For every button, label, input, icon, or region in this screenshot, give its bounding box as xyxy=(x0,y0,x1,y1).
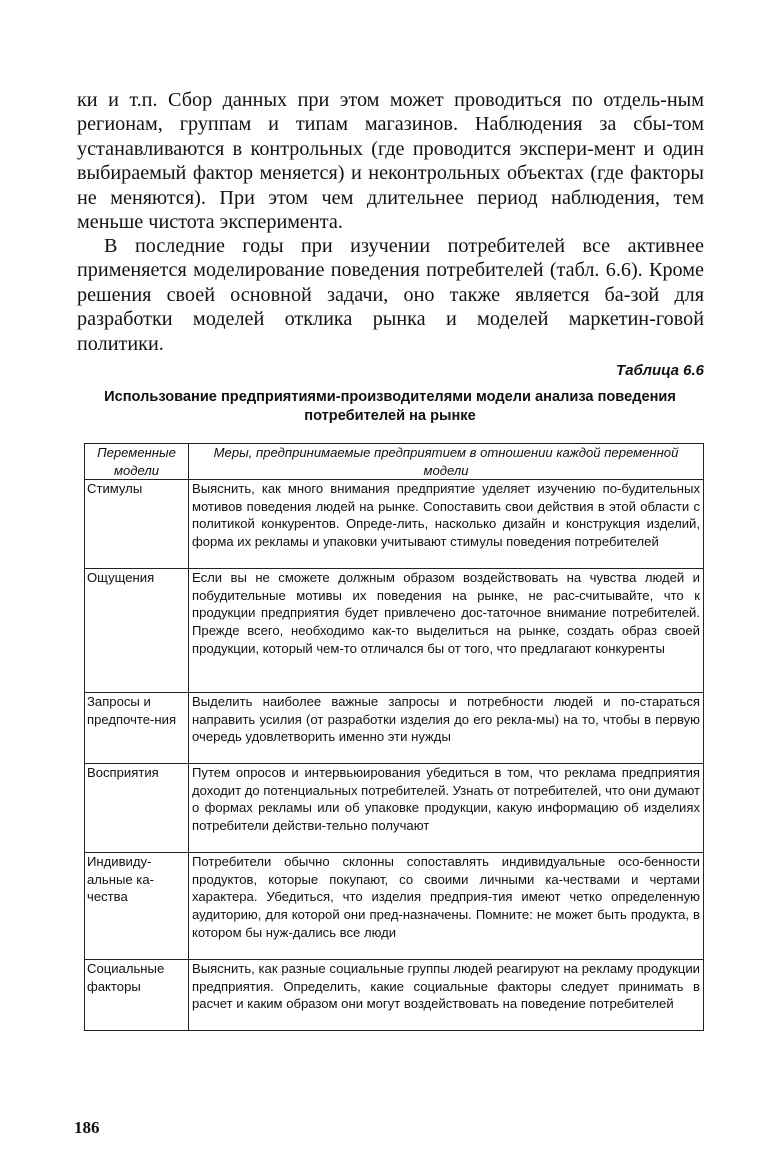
table-row xyxy=(85,693,704,764)
measures-cell: Путем опросов и интервьюирования убедиться в том, что реклама предприятия доходит до потенциальных потребителей. Узнать от потребителей, что они думают о формах рекламы или об упаковке продукции, какую информацию об изделиях потребители действи-тельно получают xyxy=(189,764,704,853)
header-variables: Переменные модели xyxy=(85,444,189,480)
body-paragraph-2: В последние годы при изучении потребителей все активнее применяется моделирование поведения потребителей (табл. 6.6). Кроме решения своей основной задачи, оно также является ба-зой для разработки моделей отклика рынка и моделей маркетин-говой политики. xyxy=(77,235,704,355)
table-title: Использование предприятиями-производителями модели анализа поведения потребителей на рынке xyxy=(104,389,676,424)
variable-cell: Ощущения xyxy=(85,569,189,693)
table-header-row xyxy=(85,444,704,480)
measures-cell: Выяснить, как разные социальные группы людей реагируют на рекламу продукции предприятия. Определить, какие социальные факторы следует принимать в расчет и каким образом они могут воздействовать на поведение потребителей xyxy=(189,960,704,1031)
variable-cell: Стимулы xyxy=(85,480,189,569)
body-paragraph-1: ки и т.п. Сбор данных при этом может проводиться по отдель-ным регионам, группам и типам магазинов. Наблюдения за сбы-том устанавливаются в контрольных (где проводится экспери-мент и один выбираемый фактор меняется) и неконтрольных объектах (где факторы не меняются). При этом чем длительнее период наблюдения, тем меньше чистота эксперимента. xyxy=(77,89,704,234)
page-number: 186 xyxy=(74,1118,100,1137)
variable-cell: Индивиду-альные ка-чества xyxy=(85,853,189,960)
table-row xyxy=(85,764,704,853)
measures-cell: Выделить наиболее важные запросы и потребности людей и по-стараться направить усилия (от разработки изделия до его рекла-мы) на то, чтобы в первую очередь удовлетворить именно эти нужды xyxy=(189,693,704,764)
consumer-model-table xyxy=(84,443,704,1031)
table-label: Таблица 6.6 xyxy=(616,362,704,379)
variable-cell: Запросы и предпочте-ния xyxy=(85,693,189,764)
table-row xyxy=(85,480,704,569)
header-measures: Меры, предпринимаемые предприятием в отношении каждой переменной модели xyxy=(189,444,704,480)
measures-cell: Выяснить, как много внимания предприятие уделяет изучению по-будительных мотивов поведения людей на рынке. Сопоставить свои действия в этой области с политикой конкурентов. Опреде-лить, насколько дизайн и конструкция изделий, форма их рекламы и упаковки учитывают стимулы поведения потребителей xyxy=(189,480,704,569)
table-row xyxy=(85,569,704,693)
table-row xyxy=(85,853,704,960)
variable-cell: Восприятия xyxy=(85,764,189,853)
measures-cell: Потребители обычно склонны сопоставлять индивидуальные осо-бенности продуктов, которые покупают, со своими личными ка-чествами и чертами характера. Убедиться, что изделия предприя-тия имеют четко определенную аудиторию, для которой они пред-назначены. Помните: не может быть продукта, в котором бы нуж-дались все люди xyxy=(189,853,704,960)
variable-cell: Социальные факторы xyxy=(85,960,189,1031)
table-row xyxy=(85,960,704,1031)
measures-cell: Если вы не сможете должным образом воздействовать на чувства людей и побудительные мотивы их поведения на рынке, не рас-считывайте, что к продукции предприятия будет привлечено дос-таточное внимание потребителей. Прежде всего, необходимо как-то выделиться на рынке, создать образ своей продукции, который чем-то отличался бы от того, что предлагают конкуренты xyxy=(189,569,704,693)
